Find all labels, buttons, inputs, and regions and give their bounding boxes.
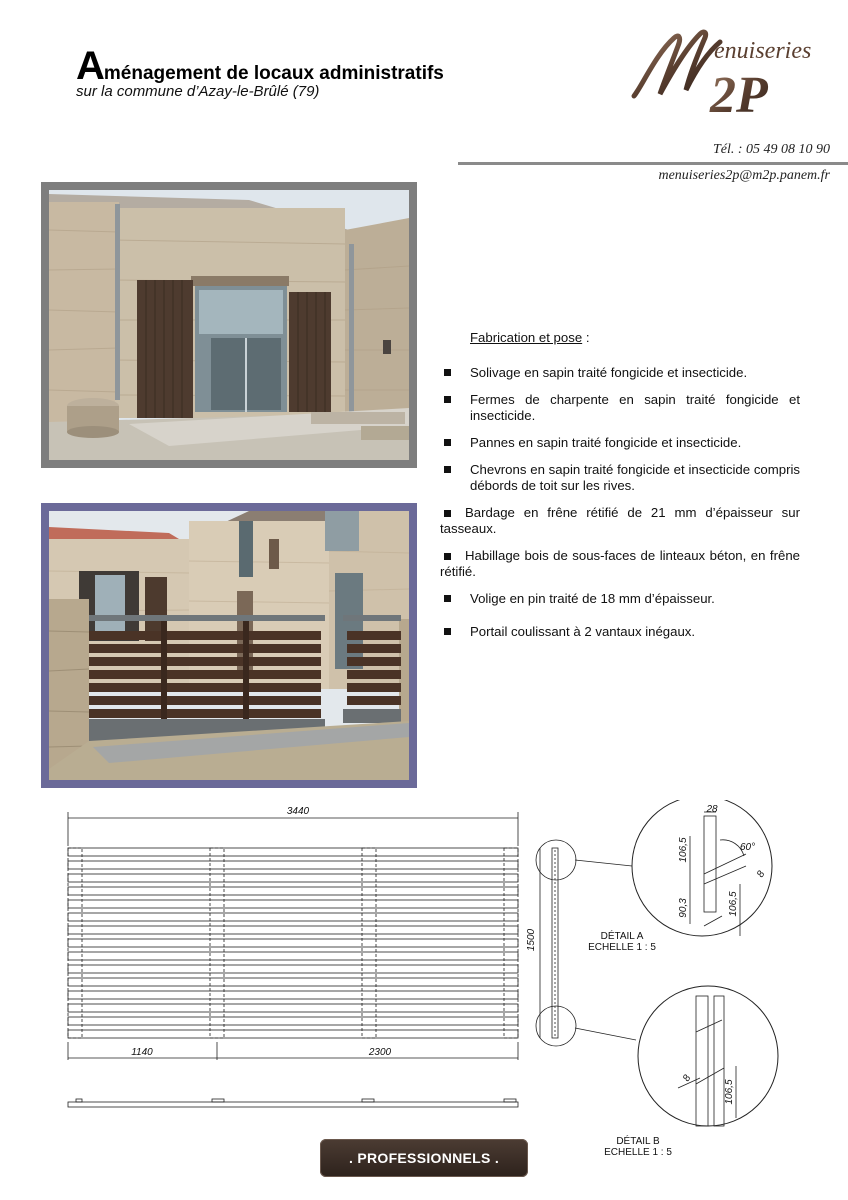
dim-overall-width: 3440 bbox=[286, 806, 310, 817]
bullet-icon bbox=[444, 369, 451, 376]
logo-graphic bbox=[628, 24, 828, 124]
logo-top-text: enuiseries bbox=[714, 38, 812, 64]
detail-a-overlap: 90,3 bbox=[678, 898, 689, 918]
detail-a-spacing-inner: 106,5 bbox=[728, 891, 739, 917]
bullet-icon bbox=[444, 553, 451, 560]
detail-b-spacing: 106,5 bbox=[724, 1079, 735, 1105]
detail-b-title: DÉTAIL B bbox=[616, 1136, 660, 1147]
list-item bbox=[440, 435, 800, 451]
gate-illustration bbox=[49, 511, 409, 780]
list-item bbox=[440, 365, 800, 381]
professionnels-button[interactable]: . PROFESSIONNELS . bbox=[320, 1139, 528, 1177]
detail-b-caption bbox=[596, 1136, 680, 1158]
list-item-text: Solivage en sapin traité fongicide et insecticide. bbox=[470, 365, 748, 380]
phone-number[interactable]: Tél. : 05 49 08 10 90 bbox=[712, 142, 830, 157]
bullet-icon bbox=[444, 595, 451, 602]
bullet-icon bbox=[444, 628, 451, 635]
detail-a-title: DÉTAIL A bbox=[600, 931, 644, 942]
detail-a-scale: ECHELLE 1 : 5 bbox=[588, 942, 656, 953]
detail-b-scale: ECHELLE 1 : 5 bbox=[604, 1147, 672, 1158]
gate-slats bbox=[68, 848, 518, 1038]
list-item bbox=[440, 462, 800, 494]
title-initial: A bbox=[76, 44, 104, 88]
fabrication-heading-text: Fabrication et pose bbox=[470, 330, 583, 345]
list-item-text: Portail coulissant à 2 vantaux inégaux. bbox=[470, 624, 696, 639]
company-logo bbox=[628, 24, 828, 124]
fabrication-list bbox=[440, 330, 800, 651]
detail-a-angle: 60° bbox=[740, 842, 756, 853]
list-item bbox=[440, 624, 800, 640]
technical-drawing bbox=[0, 800, 848, 1130]
dim-left-span: 1140 bbox=[131, 1047, 153, 1058]
list-item bbox=[440, 505, 800, 537]
list-item-text: Habillage bois de sous-faces de linteaux béton, en frêne rétifié. bbox=[440, 548, 800, 579]
title-block bbox=[76, 44, 596, 100]
detail-a-caption bbox=[580, 931, 664, 953]
list-item bbox=[440, 548, 800, 580]
logo-bottom-text: 2P bbox=[710, 67, 768, 124]
fabrication-heading bbox=[470, 330, 800, 346]
photo-building-facade bbox=[41, 182, 417, 468]
bullet-icon bbox=[444, 510, 451, 517]
facade-illustration bbox=[49, 190, 409, 460]
bullet-icon bbox=[444, 466, 451, 473]
dim-height: 1500 bbox=[526, 928, 537, 952]
list-item-text: Volige en pin traité de 18 mm d’épaisseur. bbox=[470, 591, 715, 606]
logo-m-stroke bbox=[634, 32, 720, 96]
list-item bbox=[440, 392, 800, 424]
email-address[interactable]: menuiseries2p@m2p.panem.fr bbox=[658, 168, 830, 183]
gate-posts bbox=[68, 848, 518, 1038]
bullet-icon bbox=[444, 396, 451, 403]
header-divider bbox=[458, 162, 848, 165]
detail-b-gap: 8 bbox=[681, 1073, 694, 1084]
fabrication-heading-suffix: : bbox=[582, 330, 590, 345]
detail-a-thickness: 28 bbox=[706, 804, 718, 815]
list-item bbox=[440, 591, 800, 607]
page-subtitle: sur la commune d’Azay-le-Brûlé (79) bbox=[76, 83, 320, 100]
detail-a-gap: 8 bbox=[755, 869, 768, 880]
title-rest: ménagement de locaux administratifs bbox=[103, 63, 444, 84]
list-item-text: Bardage en frêne rétifié de 21 mm d’épaisseur sur tasseaux. bbox=[440, 505, 800, 536]
dim-right-span: 2300 bbox=[368, 1047, 392, 1058]
bullet-icon bbox=[444, 439, 451, 446]
list-item-text: Pannes en sapin traité fongicide et insecticide. bbox=[470, 435, 742, 450]
list-item-text: Fermes de charpente en sapin traité fongicide et insecticide. bbox=[470, 392, 800, 423]
photo-sliding-gate bbox=[41, 503, 417, 788]
list-item-text: Chevrons en sapin traité fongicide et insecticide compris débords de toit sur les rives. bbox=[470, 462, 800, 493]
detail-a-spacing: 106,5 bbox=[678, 837, 689, 863]
